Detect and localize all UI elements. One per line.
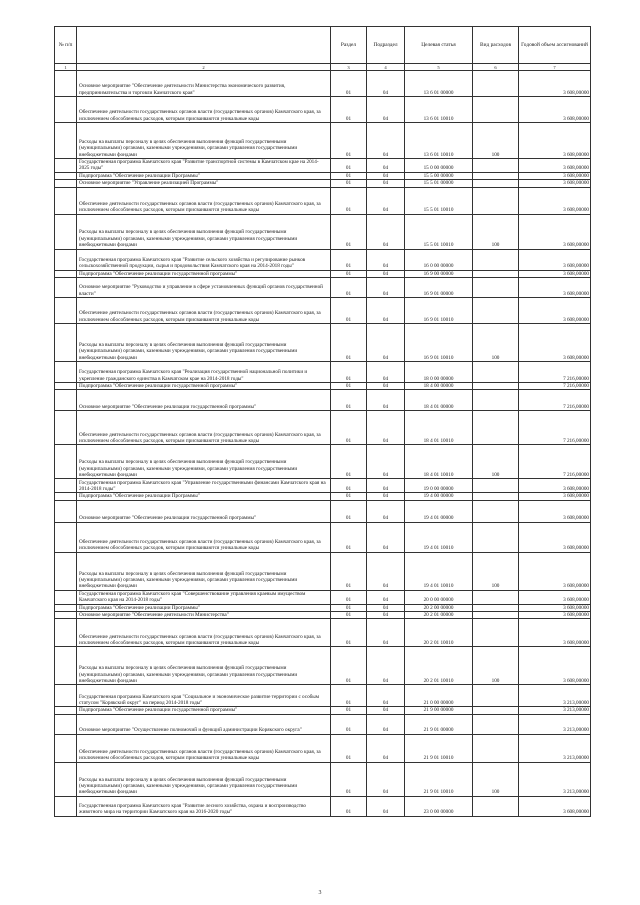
row-podrazdel-cell: 04 xyxy=(367,647,405,685)
row-target-article-cell: 21 9 01 10010 xyxy=(405,762,473,796)
row-name-cell: Расходы на выплаты персоналу в целях обеспечения выполнения функций государственными (муниципальными) органами, казенными учреждениями, органами управления государственными внебюджетными фондами xyxy=(77,324,331,362)
row-target-article-cell: 21 9 00 00000 xyxy=(405,707,473,714)
row-number-cell xyxy=(55,714,77,734)
row-expense-type-cell xyxy=(473,270,519,277)
row-number-cell xyxy=(55,522,77,552)
row-razdel-cell: 01 xyxy=(331,180,367,187)
header-annual-amount: Годовой объем ассигнований xyxy=(519,27,591,64)
header-no: № п/п xyxy=(55,27,77,64)
row-podrazdel-cell: 04 xyxy=(367,445,405,479)
row-target-article-cell: 18 4 01 10010 xyxy=(405,445,473,479)
row-razdel-cell: 01 xyxy=(331,187,367,214)
index-cell: 5 xyxy=(405,64,473,71)
row-target-article-cell: 13 6 01 10010 xyxy=(405,97,473,123)
row-razdel-cell: 01 xyxy=(331,445,367,479)
row-expense-type-cell xyxy=(473,159,519,173)
row-amount-cell: 3 213,00000 xyxy=(519,762,591,796)
row-expense-type-cell xyxy=(473,249,519,270)
row-target-article-cell: 20 0 00 00000 xyxy=(405,590,473,604)
row-name-cell: Расходы на выплаты персоналу в целях обеспечения выполнения функций государственными (муниципальными) органами, казенными учреждениями, органами управления государственными внебюджетными фондами xyxy=(77,214,331,249)
row-amount-cell: 3 608,00000 xyxy=(519,270,591,277)
table-row xyxy=(55,362,591,383)
row-number-cell xyxy=(55,590,77,604)
row-podrazdel-cell: 04 xyxy=(367,734,405,762)
row-target-article-cell: 16 9 01 10010 xyxy=(405,324,473,362)
table-row xyxy=(55,714,591,734)
table-row xyxy=(55,796,591,816)
row-amount-cell: 3 608,00000 xyxy=(519,479,591,493)
row-expense-type-cell xyxy=(473,180,519,187)
row-podrazdel-cell: 04 xyxy=(367,249,405,270)
row-expense-type-cell xyxy=(473,362,519,383)
document-sheet xyxy=(54,26,590,817)
row-podrazdel-cell: 04 xyxy=(367,187,405,214)
table-row xyxy=(55,71,591,97)
row-expense-type-cell xyxy=(473,612,519,619)
row-number-cell xyxy=(55,390,77,411)
header-row xyxy=(55,27,591,64)
table-row xyxy=(55,762,591,796)
row-target-article-cell: 16 9 01 10010 xyxy=(405,298,473,324)
row-podrazdel-cell: 04 xyxy=(367,362,405,383)
row-target-article-cell: 23 0 00 00000 xyxy=(405,796,473,816)
row-expense-type-cell xyxy=(473,411,519,445)
row-target-article-cell: 19 4 00 00000 xyxy=(405,493,473,500)
row-amount-cell: 3 608,00000 xyxy=(519,647,591,685)
row-razdel-cell: 01 xyxy=(331,123,367,159)
row-name-cell: Государственная программа Камчатского края "Реализация государственной национальной политики и укрепление гражданского единства в Камчатском крае на 2014-2018 годы" xyxy=(77,362,331,383)
row-number-cell xyxy=(55,411,77,445)
row-target-article-cell: 18 4 00 00000 xyxy=(405,383,473,390)
row-target-article-cell: 21 9 01 00000 xyxy=(405,714,473,734)
row-expense-type-cell: 100 xyxy=(473,324,519,362)
row-amount-cell: 3 608,00000 xyxy=(519,493,591,500)
row-target-article-cell: 16 0 00 00000 xyxy=(405,249,473,270)
row-number-cell xyxy=(55,278,77,298)
row-number-cell xyxy=(55,493,77,500)
row-target-article-cell: 20 2 01 00000 xyxy=(405,612,473,619)
row-expense-type-cell xyxy=(473,390,519,411)
row-expense-type-cell xyxy=(473,383,519,390)
row-target-article-cell: 20 2 00 00000 xyxy=(405,604,473,611)
row-number-cell xyxy=(55,796,77,816)
row-number-cell xyxy=(55,270,77,277)
row-expense-type-cell xyxy=(473,493,519,500)
row-target-article-cell: 16 9 01 00000 xyxy=(405,278,473,298)
row-name-cell: Основное мероприятие "Обеспечение деятельности Министерства экономического развития, предпринимательства и торговли Камчатского края" xyxy=(77,71,331,97)
row-amount-cell: 3 608,00000 xyxy=(519,278,591,298)
row-target-article-cell: 16 9 00 00000 xyxy=(405,270,473,277)
row-amount-cell: 3 608,00000 xyxy=(519,324,591,362)
row-number-cell xyxy=(55,214,77,249)
row-number-cell xyxy=(55,249,77,270)
row-expense-type-cell: 100 xyxy=(473,445,519,479)
table-row xyxy=(55,270,591,277)
table-row xyxy=(55,479,591,493)
row-expense-type-cell: 100 xyxy=(473,762,519,796)
row-razdel-cell: 01 xyxy=(331,298,367,324)
row-number-cell xyxy=(55,619,77,647)
row-expense-type-cell xyxy=(473,71,519,97)
table-row xyxy=(55,383,591,390)
header-razdel: Раздел xyxy=(331,27,367,64)
column-index-row xyxy=(55,64,591,71)
row-razdel-cell: 01 xyxy=(331,172,367,179)
row-name-cell: Расходы на выплаты персоналу в целях обеспечения выполнения функций государственными (муниципальными) органами, казенными учреждениями, органами управления государственными внебюджетными фондами xyxy=(77,762,331,796)
row-number-cell xyxy=(55,324,77,362)
row-amount-cell: 3 608,00000 xyxy=(519,180,591,187)
row-razdel-cell: 01 xyxy=(331,500,367,522)
row-amount-cell: 3 213,00000 xyxy=(519,734,591,762)
row-podrazdel-cell: 04 xyxy=(367,71,405,97)
row-amount-cell: 3 608,00000 xyxy=(519,187,591,214)
row-podrazdel-cell: 04 xyxy=(367,796,405,816)
row-razdel-cell: 01 xyxy=(331,796,367,816)
table-row xyxy=(55,214,591,249)
row-name-cell: Подпрограмма "Обеспечение реализации государственной программы" xyxy=(77,707,331,714)
row-name-cell: Государственная программа Камчатского края "Развитие сельского хозяйства и регулирование рынков сельскохозяйственной продукции, сырья и продовольствия Камчатского края на 2014-2018 годы" xyxy=(77,249,331,270)
row-name-cell: Расходы на выплаты персоналу в целях обеспечения выполнения функций государственными (муниципальными) органами, казенными учреждениями, органами управления государственными внебюджетными фондами xyxy=(77,123,331,159)
row-podrazdel-cell: 04 xyxy=(367,324,405,362)
row-razdel-cell: 01 xyxy=(331,383,367,390)
row-name-cell: Основное мероприятие "Руководство и управление в сфере установленных функций органов государственной власти" xyxy=(77,278,331,298)
row-target-article-cell: 13 6 01 10010 xyxy=(405,123,473,159)
row-amount-cell: 3 608,00000 xyxy=(519,249,591,270)
table-row xyxy=(55,493,591,500)
row-number-cell xyxy=(55,123,77,159)
row-number-cell xyxy=(55,445,77,479)
table-row xyxy=(55,187,591,214)
table-row xyxy=(55,123,591,159)
row-podrazdel-cell: 04 xyxy=(367,214,405,249)
row-podrazdel-cell: 04 xyxy=(367,522,405,552)
row-number-cell xyxy=(55,647,77,685)
row-name-cell: Основное мероприятие "Управление реализацией Программы" xyxy=(77,180,331,187)
row-podrazdel-cell: 04 xyxy=(367,493,405,500)
table-row xyxy=(55,522,591,552)
row-expense-type-cell: 100 xyxy=(473,214,519,249)
row-number-cell xyxy=(55,159,77,173)
row-number-cell xyxy=(55,762,77,796)
row-target-article-cell: 21 9 01 10010 xyxy=(405,734,473,762)
row-number-cell xyxy=(55,707,77,714)
row-amount-cell: 3 608,00000 xyxy=(519,298,591,324)
row-podrazdel-cell: 04 xyxy=(367,278,405,298)
row-razdel-cell: 01 xyxy=(331,249,367,270)
row-razdel-cell: 01 xyxy=(331,604,367,611)
row-razdel-cell: 01 xyxy=(331,685,367,707)
budget-table xyxy=(54,26,591,817)
row-number-cell xyxy=(55,685,77,707)
row-expense-type-cell xyxy=(473,590,519,604)
row-podrazdel-cell: 04 xyxy=(367,552,405,590)
row-target-article-cell: 15 5 01 10010 xyxy=(405,214,473,249)
row-number-cell xyxy=(55,479,77,493)
row-number-cell xyxy=(55,180,77,187)
row-razdel-cell: 01 xyxy=(331,619,367,647)
row-amount-cell: 3 608,00000 xyxy=(519,590,591,604)
row-amount-cell: 3 213,00000 xyxy=(519,714,591,734)
row-amount-cell: 3 608,00000 xyxy=(519,71,591,97)
table-row xyxy=(55,734,591,762)
row-name-cell: Обеспечение деятельности государственных органов власти (государственных органов) Камчатского края, за исключением обособленных расходов, которым присваиваются уникальные коды xyxy=(77,411,331,445)
row-number-cell xyxy=(55,552,77,590)
row-number-cell xyxy=(55,383,77,390)
table-row xyxy=(55,590,591,604)
row-expense-type-cell xyxy=(473,500,519,522)
row-number-cell xyxy=(55,604,77,611)
row-amount-cell: 3 608,00000 xyxy=(519,214,591,249)
row-expense-type-cell xyxy=(473,734,519,762)
row-name-cell: Расходы на выплаты персоналу в целях обеспечения выполнения функций государственными (муниципальными) органами, казенными учреждениями, органами управления государственными внебюджетными фондами xyxy=(77,552,331,590)
row-number-cell xyxy=(55,298,77,324)
row-razdel-cell: 01 xyxy=(331,522,367,552)
row-podrazdel-cell: 04 xyxy=(367,390,405,411)
row-amount-cell: 3 608,00000 xyxy=(519,97,591,123)
row-amount-cell: 3 213,00000 xyxy=(519,707,591,714)
row-amount-cell: 7 216,00000 xyxy=(519,411,591,445)
index-cell: 2 xyxy=(77,64,331,71)
row-number-cell xyxy=(55,612,77,619)
row-target-article-cell: 18 4 01 00000 xyxy=(405,390,473,411)
row-razdel-cell: 01 xyxy=(331,270,367,277)
table-row xyxy=(55,324,591,362)
table-row xyxy=(55,249,591,270)
table-row xyxy=(55,278,591,298)
header-name xyxy=(77,27,331,64)
row-expense-type-cell xyxy=(473,97,519,123)
row-podrazdel-cell: 04 xyxy=(367,619,405,647)
row-amount-cell: 3 608,00000 xyxy=(519,612,591,619)
row-expense-type-cell xyxy=(473,685,519,707)
row-podrazdel-cell: 04 xyxy=(367,604,405,611)
index-cell: 6 xyxy=(473,64,519,71)
row-razdel-cell: 01 xyxy=(331,71,367,97)
table-row xyxy=(55,97,591,123)
row-target-article-cell: 20 2 01 10010 xyxy=(405,647,473,685)
row-target-article-cell: 18 4 01 10010 xyxy=(405,411,473,445)
row-amount-cell: 7 216,00000 xyxy=(519,362,591,383)
row-podrazdel-cell: 04 xyxy=(367,298,405,324)
row-podrazdel-cell: 04 xyxy=(367,159,405,173)
table-row xyxy=(55,647,591,685)
row-razdel-cell: 01 xyxy=(331,479,367,493)
table-row xyxy=(55,180,591,187)
row-amount-cell: 3 608,00000 xyxy=(519,172,591,179)
row-amount-cell: 7 216,00000 xyxy=(519,445,591,479)
row-target-article-cell: 19 4 01 10010 xyxy=(405,552,473,590)
row-name-cell: Государственная программа Камчатского края "Социальное и экономическое развитие территории с особым статусом "Корякский округ" на период 2014-2018 годы" xyxy=(77,685,331,707)
row-amount-cell: 3 608,00000 xyxy=(519,500,591,522)
row-name-cell: Подпрограмма "Обеспечение реализации государственной программы" xyxy=(77,383,331,390)
row-amount-cell: 3 608,00000 xyxy=(519,123,591,159)
row-target-article-cell: 13 6 01 00000 xyxy=(405,71,473,97)
row-razdel-cell: 01 xyxy=(331,714,367,734)
row-podrazdel-cell: 04 xyxy=(367,383,405,390)
row-expense-type-cell: 100 xyxy=(473,123,519,159)
table-row xyxy=(55,411,591,445)
index-cell: 1 xyxy=(55,64,77,71)
row-amount-cell: 3 608,00000 xyxy=(519,796,591,816)
row-podrazdel-cell: 04 xyxy=(367,500,405,522)
row-expense-type-cell: 100 xyxy=(473,552,519,590)
row-podrazdel-cell: 04 xyxy=(367,172,405,179)
row-target-article-cell: 15 5 00 00000 xyxy=(405,172,473,179)
row-amount-cell: 3 608,00000 xyxy=(519,159,591,173)
row-razdel-cell: 01 xyxy=(331,590,367,604)
row-expense-type-cell xyxy=(473,604,519,611)
row-amount-cell: 7 216,00000 xyxy=(519,390,591,411)
index-cell: 4 xyxy=(367,64,405,71)
row-razdel-cell: 01 xyxy=(331,362,367,383)
row-expense-type-cell xyxy=(473,707,519,714)
row-number-cell xyxy=(55,172,77,179)
index-cell: 7 xyxy=(519,64,591,71)
row-podrazdel-cell: 04 xyxy=(367,270,405,277)
row-razdel-cell: 01 xyxy=(331,390,367,411)
table-row xyxy=(55,445,591,479)
row-name-cell: Основное мероприятие "Обеспечение реализации государственной программы" xyxy=(77,390,331,411)
row-podrazdel-cell: 04 xyxy=(367,590,405,604)
page-number: 3 xyxy=(318,890,322,896)
table-row xyxy=(55,707,591,714)
row-name-cell: Расходы на выплаты персоналу в целях обеспечения выполнения функций государственными (муниципальными) органами, казенными учреждениями, органами управления государственными внебюджетными фондами xyxy=(77,647,331,685)
row-razdel-cell: 01 xyxy=(331,552,367,590)
row-name-cell: Основное мероприятие "Осуществление полномочий и функций администрации Корякского округа" xyxy=(77,714,331,734)
row-podrazdel-cell: 04 xyxy=(367,97,405,123)
row-podrazdel-cell: 04 xyxy=(367,479,405,493)
row-target-article-cell: 15 5 01 10010 xyxy=(405,187,473,214)
table-row xyxy=(55,552,591,590)
table-row xyxy=(55,172,591,179)
row-expense-type-cell xyxy=(473,522,519,552)
row-name-cell: Обеспечение деятельности государственных органов власти (государственных органов) Камчатского края, за исключением обособленных расходов, которым присваиваются уникальные коды xyxy=(77,187,331,214)
row-razdel-cell: 01 xyxy=(331,647,367,685)
header-podrazdel: Подраздел xyxy=(367,27,405,64)
row-podrazdel-cell: 04 xyxy=(367,707,405,714)
row-razdel-cell: 01 xyxy=(331,411,367,445)
row-razdel-cell: 01 xyxy=(331,734,367,762)
row-target-article-cell: 15 5 01 00000 xyxy=(405,180,473,187)
row-razdel-cell: 01 xyxy=(331,214,367,249)
row-target-article-cell: 21 0 00 00000 xyxy=(405,685,473,707)
header-target-article: Целевая статья xyxy=(405,27,473,64)
row-razdel-cell: 01 xyxy=(331,278,367,298)
row-amount-cell: 3 213,00000 xyxy=(519,685,591,707)
row-razdel-cell: 01 xyxy=(331,159,367,173)
row-target-article-cell: 19 0 00 00000 xyxy=(405,479,473,493)
row-amount-cell: 3 608,00000 xyxy=(519,619,591,647)
row-expense-type-cell xyxy=(473,619,519,647)
index-cell: 3 xyxy=(331,64,367,71)
row-name-cell: Обеспечение деятельности государственных органов власти (государственных органов) Камчатского края, за исключением обособленных расходов, которым присваиваются уникальные коды xyxy=(77,522,331,552)
table-row xyxy=(55,619,591,647)
row-name-cell: Обеспечение деятельности государственных органов власти (государственных органов) Камчатского края, за исключением обособленных расходов, которым присваиваются уникальные коды xyxy=(77,734,331,762)
row-razdel-cell: 01 xyxy=(331,612,367,619)
row-name-cell: Обеспечение деятельности государственных органов власти (государственных органов) Камчатского края, за исключением обособленных расходов, которым присваиваются уникальные коды xyxy=(77,619,331,647)
row-name-cell: Обеспечение деятельности государственных органов власти (государственных органов) Камчатского края, за исключением обособленных расходов, которым присваиваются уникальные коды xyxy=(77,97,331,123)
row-amount-cell: 7 216,00000 xyxy=(519,383,591,390)
row-name-cell: Расходы на выплаты персоналу в целях обеспечения выполнения функций государственными (муниципальными) органами, казенными учреждениями, органами управления государственными внебюджетными фондами xyxy=(77,445,331,479)
table-row xyxy=(55,298,591,324)
row-amount-cell: 3 608,00000 xyxy=(519,552,591,590)
row-target-article-cell: 19 4 01 00000 xyxy=(405,500,473,522)
row-name-cell: Государственная программа Камчатского края "Развитие транспортной системы в Камчатском крае на 2014-2025 годы" xyxy=(77,159,331,173)
header-expense-type: Вид расходов xyxy=(473,27,519,64)
row-podrazdel-cell: 04 xyxy=(367,180,405,187)
row-razdel-cell: 01 xyxy=(331,97,367,123)
table-row xyxy=(55,159,591,173)
row-name-cell: Государственная программа Камчатского края "Развитие лесного хозяйства, охрана и воспроизводство животного мира на территории Камчатского края на 2016-2020 годы" xyxy=(77,796,331,816)
row-name-cell: Подпрограмма "Обеспечение реализации Программы" xyxy=(77,493,331,500)
row-name-cell: Основное мероприятие "Обеспечение реализации государственной программы" xyxy=(77,500,331,522)
row-number-cell xyxy=(55,362,77,383)
table-row xyxy=(55,390,591,411)
row-target-article-cell: 19 4 01 10010 xyxy=(405,522,473,552)
row-target-article-cell: 18 0 00 00000 xyxy=(405,362,473,383)
row-expense-type-cell xyxy=(473,298,519,324)
row-expense-type-cell xyxy=(473,172,519,179)
row-target-article-cell: 15 0 00 00000 xyxy=(405,159,473,173)
table-row xyxy=(55,604,591,611)
row-amount-cell: 3 608,00000 xyxy=(519,522,591,552)
row-podrazdel-cell: 04 xyxy=(367,714,405,734)
row-name-cell: Основное мероприятие "Обеспечение деятельности Министерства" xyxy=(77,612,331,619)
row-razdel-cell: 01 xyxy=(331,493,367,500)
row-expense-type-cell: 100 xyxy=(473,647,519,685)
row-expense-type-cell xyxy=(473,796,519,816)
row-amount-cell: 3 608,00000 xyxy=(519,604,591,611)
row-expense-type-cell xyxy=(473,479,519,493)
table-row xyxy=(55,685,591,707)
table-row xyxy=(55,612,591,619)
row-name-cell: Обеспечение деятельности государственных органов власти (государственных органов) Камчатского края, за исключением обособленных расходов, которым присваиваются уникальные коды xyxy=(77,298,331,324)
row-podrazdel-cell: 04 xyxy=(367,123,405,159)
row-name-cell: Подпрограмма "Обеспечение реализации государственной программы" xyxy=(77,270,331,277)
row-razdel-cell: 01 xyxy=(331,324,367,362)
row-razdel-cell: 01 xyxy=(331,707,367,714)
row-name-cell: Подпрограмма "Обеспечение реализации Программы" xyxy=(77,604,331,611)
row-expense-type-cell xyxy=(473,187,519,214)
row-expense-type-cell xyxy=(473,714,519,734)
row-podrazdel-cell: 04 xyxy=(367,762,405,796)
row-number-cell xyxy=(55,500,77,522)
row-number-cell xyxy=(55,187,77,214)
row-number-cell xyxy=(55,71,77,97)
row-expense-type-cell xyxy=(473,278,519,298)
row-name-cell: Подпрограмма "Обеспечение реализации Программы" xyxy=(77,172,331,179)
table-row xyxy=(55,500,591,522)
row-name-cell: Государственная программа Камчатского края "Совершенствование управления краевым имуществом Камчатского края на 2014-2018 годы" xyxy=(77,590,331,604)
table-body xyxy=(55,71,591,817)
row-podrazdel-cell: 04 xyxy=(367,411,405,445)
row-number-cell xyxy=(55,734,77,762)
row-razdel-cell: 01 xyxy=(331,762,367,796)
row-number-cell xyxy=(55,97,77,123)
row-podrazdel-cell: 04 xyxy=(367,685,405,707)
row-podrazdel-cell: 04 xyxy=(367,612,405,619)
row-name-cell: Государственная программа Камчатского края "Управление государственными финансами Камчатского края на 2014-2018 годы" xyxy=(77,479,331,493)
row-target-article-cell: 20 2 01 10010 xyxy=(405,619,473,647)
